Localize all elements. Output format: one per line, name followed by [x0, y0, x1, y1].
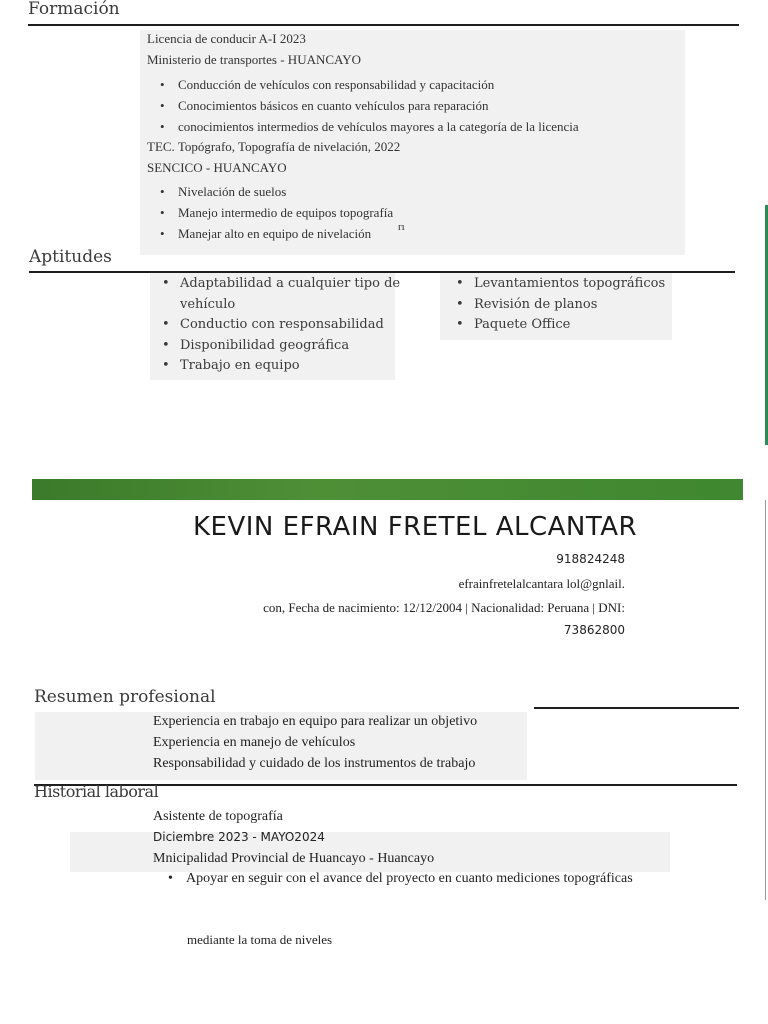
aptitudes-right-list: [456, 274, 665, 336]
list-item: • Conductio con responsabilidad: [162, 315, 400, 336]
candidate-name: KEVIN EFRAIN FRETEL ALCANTAR: [193, 512, 638, 542]
list-item: • Conocimientos básicos en cuanto vehículos para reparación: [160, 95, 579, 116]
historial-title: Historial laboral: [34, 782, 159, 801]
job-position: Asistente de topografía: [153, 809, 283, 824]
list-item: • Levantamientos topográficos: [456, 274, 665, 295]
job-bullet-list: [168, 871, 633, 887]
aptitudes-left-list: [162, 274, 400, 377]
aptitude-text: Adaptabilidad a cualquier tipo de: [180, 276, 401, 291]
resumen-line: Experiencia en manejo de vehículos: [153, 735, 356, 750]
resumen-line: Responsabilidad y cuidado de los instrumentos de trabajo: [153, 756, 476, 771]
phone-number: 918824248: [556, 552, 625, 566]
list-item: • Manejo intermedio de equipos topografía: [160, 202, 393, 223]
dni-number: 73862800: [563, 623, 625, 637]
formacion-title: Formación: [28, 0, 120, 19]
job-dates: Diciembre 2023 - MAYO2024: [153, 830, 325, 844]
license-line: Licencia de conducir A-I 2023: [147, 31, 306, 46]
email-address: efrainfretelalcantara lol@gnlail.: [458, 576, 625, 591]
aptitude-continuation: vehículo: [180, 296, 236, 312]
resumen-rule: [534, 707, 739, 709]
header-accent-bar: [32, 479, 743, 500]
resumen-title: Resumen profesional: [34, 687, 216, 707]
license-issuer: Ministerio de transportes - HUANCAYO: [147, 52, 361, 67]
list-item: • conocimientos intermedios de vehículos mayores a la categoría de la licencia: [160, 116, 579, 137]
list-item: • Manejar alto en equipo de nivelación: [160, 223, 393, 244]
list-item: • Revisión de planos: [456, 295, 665, 316]
formacion-rule: [28, 24, 739, 26]
resumen-line: Experiencia en trabajo en equipo para realizar un objetivo: [153, 714, 478, 729]
list-item: • Trabajo en equipo: [162, 356, 400, 377]
personal-details: con, Fecha de nacimiento: 12/12/2004 | Nacionalidad: Peruana | DNI:: [263, 600, 625, 615]
list-item: • Apoyar en seguir con el avance del proyecto en cuanto mediciones topográficas: [168, 871, 633, 887]
stray-mark: rı: [398, 221, 405, 233]
list-item: • Paquete Office: [456, 315, 665, 336]
tec-line: TEC. Topógrafo, Topografía de nivelación, 2022: [147, 139, 401, 154]
license-bullet-list: [160, 74, 579, 137]
tec-bullet-list: [160, 181, 393, 244]
tec-institution: SENCICO - HUANCAYO: [147, 160, 287, 175]
aptitudes-rule: [29, 271, 735, 273]
job-bullet-continuation: mediante la toma de niveles: [187, 932, 333, 947]
page-edge-line-lower: [765, 500, 766, 900]
list-item: • Conducción de vehículos con responsabilidad y capacitación: [160, 74, 579, 95]
list-item: [162, 274, 400, 315]
aptitudes-title: Aptitudes: [29, 247, 112, 267]
list-item: • Nivelación de suelos: [160, 181, 393, 202]
job-employer: Mnicipalidad Provincial de Huancayo - Huancayo: [153, 851, 435, 866]
list-item: • Disponibilidad geográfica: [162, 336, 400, 357]
